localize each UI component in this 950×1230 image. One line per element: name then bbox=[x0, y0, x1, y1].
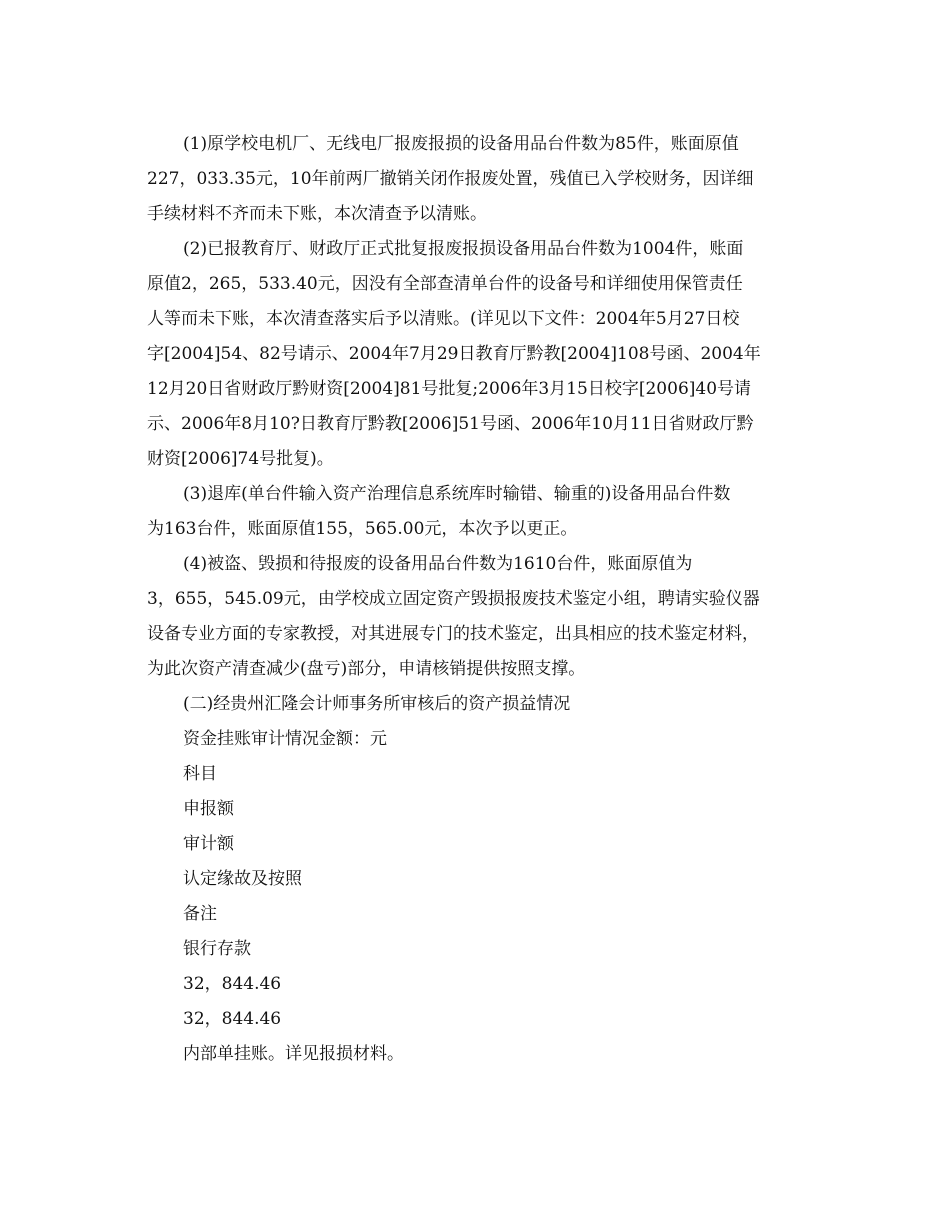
paragraph-line: 为163台件，账面原值155，565.00元，本次予以更正。 bbox=[147, 519, 578, 539]
paragraph-1 bbox=[147, 127, 812, 232]
paragraph-4 bbox=[147, 547, 812, 687]
paragraph-line: 字[2004]54、82号请示、2004年7月29日教育厅黔教[2004]108号函、2004年 bbox=[147, 344, 761, 364]
paragraph-2 bbox=[147, 232, 812, 477]
table-cell-audited: 32，844.46 bbox=[183, 1009, 282, 1029]
paragraph-line: 3，655，545.09元，由学校成立固定资产毁损报废技术鉴定小组，聘请实验仪器 bbox=[147, 589, 760, 609]
table-cell-basis: 内部单挂账。详见报损材料。 bbox=[183, 1044, 404, 1064]
section-heading: (二)经贵州汇隆会计师事务所审核后的资产损益情况 bbox=[183, 694, 571, 714]
paragraph-line: 示、2006年8月10?日教育厅黔教[2006]51号函、2006年10月11日省财政厅黔 bbox=[147, 414, 754, 434]
paragraph-line: (1)原学校电机厂、无线电厂报废报损的设备用品台件数为85件，账面原值 bbox=[183, 134, 739, 154]
paragraph-line: 227，033.35元，10年前两厂撤销关闭作报废处置，残值已入学校财务，因详细 bbox=[147, 169, 754, 189]
table-cell-declared: 32，844.46 bbox=[183, 974, 282, 994]
table-caption: 资金挂账审计情况金额：元 bbox=[183, 729, 387, 749]
table-header-audited: 审计额 bbox=[183, 834, 234, 854]
paragraph-line: (3)退库(单台件输入资产治理信息系统库时输错、输重的)设备用品台件数 bbox=[183, 484, 731, 504]
paragraph-line: 财资[2006]74号批复)。 bbox=[147, 449, 334, 469]
paragraph-line: 人等而未下账，本次清查落实后予以清账。(详见以下文件：2004年5月27日校 bbox=[147, 309, 740, 329]
paragraph-line: (4)被盗、毁损和待报废的设备用品台件数为1610台件，账面原值为 bbox=[183, 554, 693, 574]
table-cell-subject: 银行存款 bbox=[183, 939, 251, 959]
paragraph-line: (2)已报教育厅、财政厅正式批复报废报损设备用品台件数为1004件，账面 bbox=[183, 239, 744, 259]
table-header-basis: 认定缘故及按照 bbox=[183, 869, 302, 889]
document-body bbox=[147, 127, 812, 1072]
table-header-declared: 申报额 bbox=[183, 799, 234, 819]
paragraph-line: 设备专业方面的专家教授，对其进展专门的技术鉴定，出具相应的技术鉴定材料， bbox=[147, 624, 759, 644]
paragraph-line: 12月20日省财政厅黔财资[2004]81号批复;2006年3月15日校字[2006]40号请 bbox=[147, 379, 752, 399]
paragraph-line: 为此次资产清查减少(盘亏)部分，申请核销提供按照支撑。 bbox=[147, 659, 586, 679]
table-header-subject: 科目 bbox=[183, 764, 217, 784]
paragraph-line: 手续材料不齐而未下账，本次清查予以清账。 bbox=[147, 204, 487, 224]
paragraph-line: 原值2，265，533.40元，因没有全部查清单台件的设备号和详细使用保管责任 bbox=[147, 274, 743, 294]
paragraph-3 bbox=[147, 477, 812, 547]
table-header-remarks: 备注 bbox=[183, 904, 217, 924]
